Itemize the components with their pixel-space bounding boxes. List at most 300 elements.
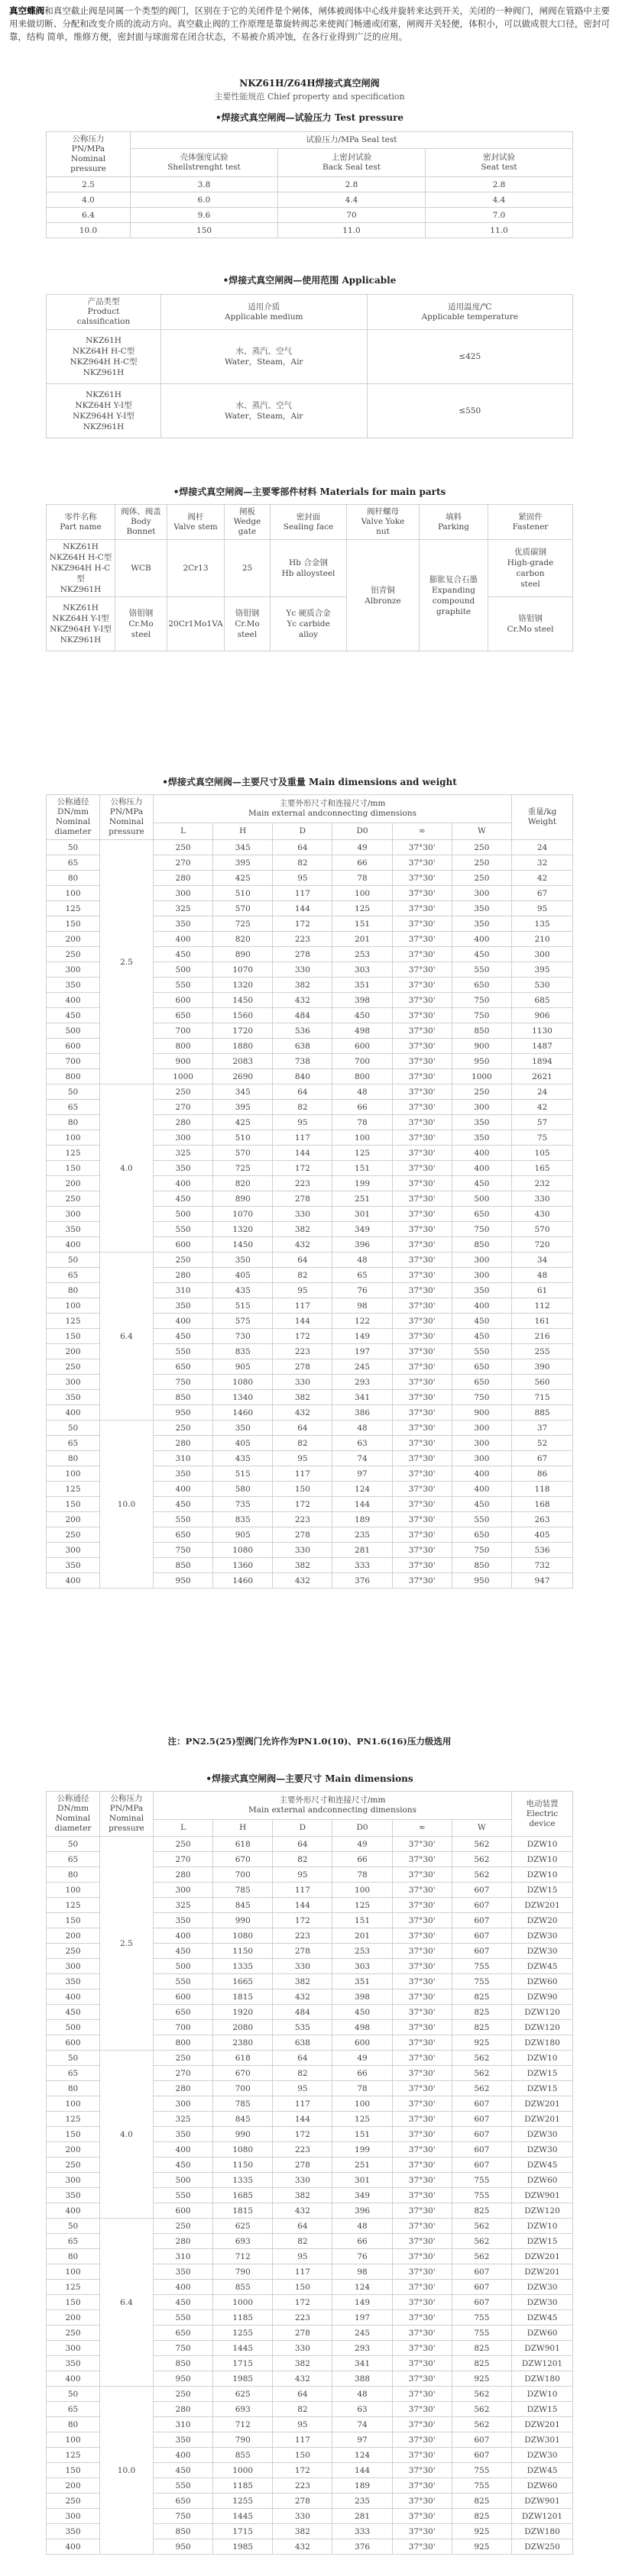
table-cell: 100 xyxy=(332,2096,392,2112)
fastener-hc: 优质碳钢 High-grade carbon steel xyxy=(488,540,573,597)
table-cell: 281 xyxy=(332,2509,392,2524)
table-cell: 270 xyxy=(154,2066,213,2081)
dn-cell: 100 xyxy=(47,1130,100,1146)
table-cell: 37°30' xyxy=(392,1130,452,1146)
dn-cell: 200 xyxy=(47,2142,100,2157)
table-cell: 785 xyxy=(213,1883,273,1898)
stem-yi: 20Cr1Mo1VA xyxy=(167,597,225,651)
dn-cell: 300 xyxy=(47,1543,100,1558)
table-cell: 95 xyxy=(273,1451,332,1466)
table-cell: 432 xyxy=(273,1573,332,1589)
table-cell: 1070 xyxy=(213,1207,273,1222)
table-cell: 32 xyxy=(512,855,573,871)
body-hc: WCB xyxy=(115,540,167,597)
table-cell: 398 xyxy=(332,993,392,1008)
table-cell: 536 xyxy=(273,1023,332,1039)
table-cell: 351 xyxy=(332,1974,392,1989)
table-cell: DZW30 xyxy=(512,2142,573,2157)
table-cell: 550 xyxy=(154,1222,213,1237)
part-hc: NKZ61H NKZ64H H-C型 NKZ964H H-C型 NKZ961H xyxy=(47,540,115,597)
table-cell: 755 xyxy=(452,2310,511,2326)
table-cell: 2.8 xyxy=(426,177,573,192)
table-cell: 1685 xyxy=(213,2188,273,2203)
table-cell: 450 xyxy=(154,947,213,962)
table-cell: 303 xyxy=(332,962,392,978)
table-cell: DZW180 xyxy=(512,2524,573,2539)
table-cell: 1150 xyxy=(213,2157,273,2173)
table-cell: 785 xyxy=(213,2096,273,2112)
table-cell: 37°30' xyxy=(392,2142,452,2157)
table-cell: 618 xyxy=(213,2051,273,2066)
table-cell: 825 xyxy=(452,2494,511,2509)
table-cell: DZW45 xyxy=(512,1959,573,1974)
col-header-fastener: 紧固件 Fastener xyxy=(488,505,573,540)
table-cell: 37°30' xyxy=(392,1283,452,1298)
table-cell: 450 xyxy=(154,2295,213,2310)
table-cell: 885 xyxy=(512,1405,573,1421)
table-cell: 70 xyxy=(278,208,426,223)
section-main-dimensions-heading: •焊接式真空闸阀—主要尺寸 Main dimensions xyxy=(206,1773,413,1784)
dn-cell: 150 xyxy=(47,2127,100,2142)
table-cell: 600 xyxy=(332,1039,392,1054)
table-cell: 37°30' xyxy=(392,2264,452,2280)
table-cell: 48 xyxy=(332,2387,392,2402)
table-cell: 253 xyxy=(332,947,392,962)
table-cell: 37°30' xyxy=(392,1039,452,1054)
table-cell: 37°30' xyxy=(392,2157,452,2173)
table-cell: 223 xyxy=(273,2310,332,2326)
dn-cell: 250 xyxy=(47,2494,100,2509)
table-cell: 396 xyxy=(332,2203,392,2219)
table-cell: 450 xyxy=(452,947,511,962)
table-cell: 650 xyxy=(154,2005,213,2020)
table-cell: 37°30' xyxy=(392,2188,452,2203)
col-header-pn: 公称压力 PN/MPa Nominal pressure xyxy=(100,795,154,840)
dn-cell: 350 xyxy=(47,2524,100,2539)
table-cell: 144 xyxy=(273,901,332,916)
table-cell: DZW15 xyxy=(512,2081,573,2096)
dn-cell: 150 xyxy=(47,2463,100,2478)
table-cell: 700 xyxy=(213,1867,273,1883)
table-cell: 172 xyxy=(273,2295,332,2310)
table-cell: 37°30' xyxy=(392,2448,452,2463)
table-cell: 825 xyxy=(452,2203,511,2219)
table-cell: 37°30' xyxy=(392,2005,452,2020)
table-cell: 37°30' xyxy=(392,1944,452,1959)
table-cell: 37°30' xyxy=(392,855,452,871)
table-cell: 905 xyxy=(213,1359,273,1375)
table-cell: 95 xyxy=(273,2417,332,2432)
table-cell: 310 xyxy=(154,2417,213,2432)
table-cell: 625 xyxy=(213,2387,273,2402)
table-cell: 398 xyxy=(332,1989,392,2005)
dn-cell: 200 xyxy=(47,2478,100,2494)
table-cell: 189 xyxy=(332,1512,392,1527)
table-cell: 255 xyxy=(512,1344,573,1359)
table-cell: 341 xyxy=(332,2356,392,2371)
table-cell: 382 xyxy=(273,2356,332,2371)
table-cell: 2083 xyxy=(213,1054,273,1069)
stem-hc: 2Cr13 xyxy=(167,540,225,597)
table-cell: 405 xyxy=(213,1268,273,1283)
table-cell: 607 xyxy=(452,1928,511,1944)
table-cell: 500 xyxy=(154,1959,213,1974)
table-cell: 172 xyxy=(273,1161,332,1176)
table-cell: 562 xyxy=(452,2417,511,2432)
table-cell: DZW60 xyxy=(512,2173,573,2188)
table-cell: 37°30' xyxy=(392,2417,452,2432)
table-cell: 638 xyxy=(273,2035,332,2051)
table-cell: 950 xyxy=(452,1054,511,1069)
table-cell: 350 xyxy=(154,2264,213,2280)
table-cell: DZW1201 xyxy=(512,2356,573,2371)
table-cell: 607 xyxy=(452,1898,511,1913)
table-cell: 498 xyxy=(332,1023,392,1039)
table-cell: 64 xyxy=(273,1084,332,1100)
table-cell: 400 xyxy=(452,1482,511,1497)
table-cell: 189 xyxy=(332,2478,392,2494)
table-cell: 300 xyxy=(452,1252,511,1268)
table-cell: 117 xyxy=(273,1466,332,1482)
table-cell: 450 xyxy=(452,1176,511,1191)
col-header-pn: 公称压力 PN/MPa Nominal pressure xyxy=(47,132,131,177)
table-cell: 66 xyxy=(332,1852,392,1867)
table-cell: 1920 xyxy=(213,2005,273,2020)
dn-cell: 65 xyxy=(47,1852,100,1867)
dn-cell: 100 xyxy=(47,1883,100,1898)
table-cell: 790 xyxy=(213,2264,273,2280)
table-cell: 607 xyxy=(452,2127,511,2142)
table-cell: 253 xyxy=(332,1944,392,1959)
table-cell: 67 xyxy=(512,1451,573,1466)
col-header-electric: 电动装置 Electric device xyxy=(512,1792,573,1837)
table-cell: 37°30' xyxy=(392,2249,452,2264)
table-cell: 63 xyxy=(332,1436,392,1451)
table-cell: 37°30' xyxy=(392,2051,452,2066)
table-cell: 280 xyxy=(154,1436,213,1451)
table-cell: DZW201 xyxy=(512,2112,573,2127)
table-cell: 64 xyxy=(273,1837,332,1852)
table-cell: 382 xyxy=(273,2524,332,2539)
table-cell: 49 xyxy=(332,2051,392,2066)
table-cell: 223 xyxy=(273,2142,332,2157)
table-cell: 151 xyxy=(332,1913,392,1928)
table-cell: 37°30' xyxy=(392,1436,452,1451)
table-cell: 1445 xyxy=(213,2509,273,2524)
table-cell: 382 xyxy=(273,1974,332,1989)
table-cell: 37°30' xyxy=(392,2387,452,2402)
dn-cell: 200 xyxy=(47,1344,100,1359)
table-cell: 700 xyxy=(154,1023,213,1039)
sealing-hc: Hb 合金钢 Hb alloysteel xyxy=(271,540,347,597)
table-cell: 1880 xyxy=(213,1039,273,1054)
col-header-1: H xyxy=(213,1819,273,1836)
table-cell: 400 xyxy=(154,932,213,947)
table-cell: 37°30' xyxy=(392,1207,452,1222)
dn-cell: 125 xyxy=(47,2448,100,2463)
table-cell: 263 xyxy=(512,1512,573,1527)
dn-cell: 50 xyxy=(47,1421,100,1436)
table-cell: 37°30' xyxy=(392,916,452,932)
table-cell: 76 xyxy=(332,1283,392,1298)
table-cell: 37°30' xyxy=(392,2371,452,2387)
table-cell: 1185 xyxy=(213,2310,273,2326)
table-cell: 37°30' xyxy=(392,2096,452,2112)
table-cell: 37°30' xyxy=(392,840,452,855)
table-cell: 670 xyxy=(213,1852,273,1867)
table-cell: 144 xyxy=(273,1898,332,1913)
dn-cell: 65 xyxy=(47,2402,100,2417)
parking: 膨胀复合石墨 Expanding compound graphite xyxy=(420,540,488,651)
table-cell: 835 xyxy=(213,1344,273,1359)
table-cell: 168 xyxy=(512,1497,573,1512)
table-cell: 330 xyxy=(273,1543,332,1558)
table-cell: 1320 xyxy=(213,1222,273,1237)
dn-cell: 125 xyxy=(47,2112,100,2127)
dn-cell: 125 xyxy=(47,1146,100,1161)
table-cell: 95 xyxy=(273,1115,332,1130)
table-cell: 693 xyxy=(213,2234,273,2249)
yoke-nut: 铝青铜 Albronze xyxy=(347,540,420,651)
table-cell: 172 xyxy=(273,1329,332,1344)
table-cell: 281 xyxy=(332,1543,392,1558)
table-cell: 118 xyxy=(512,1482,573,1497)
table-cell: 37°30' xyxy=(392,2432,452,2448)
table-cell: DZW120 xyxy=(512,2020,573,2035)
table-cell: 400 xyxy=(452,932,511,947)
table-cell: 37°30' xyxy=(392,2310,452,2326)
dn-cell: 350 xyxy=(47,1974,100,1989)
dn-cell: 100 xyxy=(47,1298,100,1314)
table-row xyxy=(47,223,573,238)
col-header-3: D0 xyxy=(332,1819,392,1836)
dn-cell: 350 xyxy=(47,1558,100,1573)
col-header-medium: 适用介质 Applicable medium xyxy=(161,295,368,330)
table-cell: 112 xyxy=(512,1298,573,1314)
table-cell: 738 xyxy=(273,1054,332,1069)
table-cell: 117 xyxy=(273,2096,332,2112)
wedge-hc: 25 xyxy=(225,540,271,597)
table-cell: 251 xyxy=(332,1191,392,1207)
table-cell: 4.4 xyxy=(426,192,573,208)
part-yi: NKZ61H NKZ64H Y-I型 NKZ964H Y-I型 NKZ961H xyxy=(47,597,115,651)
table-cell: 950 xyxy=(154,1573,213,1589)
col-header-4: ∞ xyxy=(392,823,452,839)
dn-cell: 350 xyxy=(47,978,100,993)
table-cell: 37°30' xyxy=(392,1573,452,1589)
table-cell: 37°30' xyxy=(392,2203,452,2219)
applicable-table xyxy=(46,294,573,438)
dn-cell: 80 xyxy=(47,1867,100,1883)
table-cell: 835 xyxy=(213,1512,273,1527)
table-cell: 117 xyxy=(273,1883,332,1898)
table-cell: 37°30' xyxy=(392,2463,452,2478)
table-cell: 350 xyxy=(452,1130,511,1146)
table-cell: 37°30' xyxy=(392,1268,452,1283)
table-cell: 510 xyxy=(213,886,273,901)
dn-cell: 65 xyxy=(47,2066,100,2081)
table-cell: DZW201 xyxy=(512,2417,573,2432)
dn-cell: 250 xyxy=(47,2157,100,2173)
table-row xyxy=(47,2219,573,2234)
table-cell: 550 xyxy=(154,2310,213,2326)
table-cell: 400 xyxy=(452,1161,511,1176)
table-cell: 250 xyxy=(154,1084,213,1100)
table-cell: 278 xyxy=(273,2494,332,2509)
table-cell: 7.0 xyxy=(426,208,573,223)
table-cell: 48 xyxy=(332,2219,392,2234)
table-cell: 37°30' xyxy=(392,1959,452,1974)
table-cell: 124 xyxy=(332,1482,392,1497)
pn-cell: 6.4 xyxy=(100,1252,154,1421)
table-cell: 37°30' xyxy=(392,2234,452,2249)
table-cell: 300 xyxy=(452,1436,511,1451)
table-cell: 395 xyxy=(213,1100,273,1115)
table-cell: 405 xyxy=(213,1436,273,1451)
table-cell: 37°30' xyxy=(392,1069,452,1084)
dn-cell: 125 xyxy=(47,901,100,916)
table-row xyxy=(47,1084,573,1100)
table-cell: 37°30' xyxy=(392,1512,452,1527)
table-cell: 925 xyxy=(452,2371,511,2387)
table-cell: 350 xyxy=(452,1115,511,1130)
table-cell: 65 xyxy=(332,1268,392,1283)
table-cell: 117 xyxy=(273,886,332,901)
dn-cell: 80 xyxy=(47,871,100,886)
table-cell: 341 xyxy=(332,1390,392,1405)
table-cell: 330 xyxy=(273,962,332,978)
table-cell: 122 xyxy=(332,1314,392,1329)
table-cell: 450 xyxy=(154,1497,213,1512)
table-cell: 390 xyxy=(512,1359,573,1375)
table-cell: 37°30' xyxy=(392,1329,452,1344)
table-cell: DZW10 xyxy=(512,1852,573,1867)
table-cell: 1340 xyxy=(213,1390,273,1405)
table-cell: 484 xyxy=(273,1008,332,1023)
table-cell: 890 xyxy=(213,1191,273,1207)
col-header-3: D0 xyxy=(332,823,392,839)
table-cell: 95 xyxy=(273,1283,332,1298)
table-cell: DZW15 xyxy=(512,1883,573,1898)
table-cell: 37°30' xyxy=(392,1974,452,1989)
table-cell: 450 xyxy=(452,1314,511,1329)
table-cell: 350 xyxy=(154,1913,213,1928)
table-cell: 650 xyxy=(452,1359,511,1375)
table-cell: 250 xyxy=(452,855,511,871)
table-cell: 280 xyxy=(154,2402,213,2417)
table-cell: 37°30' xyxy=(392,1222,452,1237)
table-cell: 144 xyxy=(273,2112,332,2127)
table-cell: 37°30' xyxy=(392,1451,452,1466)
table-cell: 500 xyxy=(154,2173,213,2188)
dn-cell: 400 xyxy=(47,993,100,1008)
footnote: 注：PN2.5(25)型阀门允许作为PN1.0(10)、PN1.6(16)压力级选用 xyxy=(167,1736,452,1747)
table-cell: 97 xyxy=(332,2432,392,2448)
table-cell: 74 xyxy=(332,2417,392,2432)
table-cell: DZW30 xyxy=(512,1944,573,1959)
table-cell: 245 xyxy=(332,2326,392,2341)
table-cell: 1715 xyxy=(213,2356,273,2371)
table-cell: 560 xyxy=(512,1375,573,1390)
table-cell: DZW120 xyxy=(512,2005,573,2020)
table-cell: 49 xyxy=(332,1837,392,1852)
table-cell: 2621 xyxy=(512,1069,573,1084)
table-cell: 430 xyxy=(512,1207,573,1222)
dn-cell: 500 xyxy=(47,1023,100,1039)
table-cell: 64 xyxy=(273,2387,332,2402)
table-cell: 625 xyxy=(213,2219,273,2234)
table-cell: 37°30' xyxy=(392,2295,452,2310)
table-cell: 37°30' xyxy=(392,1084,452,1100)
table-cell: 210 xyxy=(512,932,573,947)
table-cell: 95 xyxy=(273,2249,332,2264)
table-cell: 172 xyxy=(273,2127,332,2142)
table-cell: 278 xyxy=(273,947,332,962)
table-cell: DZW15 xyxy=(512,2066,573,2081)
table-cell: 325 xyxy=(154,901,213,916)
table-cell: 293 xyxy=(332,2341,392,2356)
table-cell: 484 xyxy=(273,2005,332,2020)
table-cell: 396 xyxy=(332,1237,392,1252)
table-cell: 100 xyxy=(332,1883,392,1898)
dn-cell: 300 xyxy=(47,1207,100,1222)
dn-cell: 250 xyxy=(47,1191,100,1207)
pn-cell: 6.4 xyxy=(100,2219,154,2387)
table-cell: 350 xyxy=(452,916,511,932)
table-cell: DZW10 xyxy=(512,1867,573,1883)
fastener-yi: 铬钼钢 Cr.Mo steel xyxy=(488,597,573,651)
table-cell: 845 xyxy=(213,1898,273,1913)
table-cell: 2380 xyxy=(213,2035,273,2051)
col-header-shell: 壳体强度试验 Shellstrenght test xyxy=(131,149,278,177)
table-cell: 562 xyxy=(452,2081,511,2096)
table-cell: 37°30' xyxy=(392,993,452,1008)
table-cell: 117 xyxy=(273,1298,332,1314)
table-cell: 300 xyxy=(452,1451,511,1466)
table-cell: 300 xyxy=(452,886,511,901)
table-cell: 144 xyxy=(332,1497,392,1512)
col-header-seat: 密封试验 Seat test xyxy=(426,149,573,177)
table-cell: 906 xyxy=(512,1008,573,1023)
table-cell: 330 xyxy=(273,1959,332,1974)
table-cell: 37°30' xyxy=(392,2280,452,2295)
table-cell: 950 xyxy=(154,2539,213,2555)
table-cell: 82 xyxy=(273,1268,332,1283)
dn-cell: 700 xyxy=(47,1054,100,1069)
table-cell: 37°30' xyxy=(392,1054,452,1069)
table-cell: DZW15 xyxy=(512,2234,573,2249)
dn-cell: 80 xyxy=(47,2249,100,2264)
dn-cell: 150 xyxy=(47,1913,100,1928)
table-cell: 280 xyxy=(154,1268,213,1283)
table-cell: 144 xyxy=(273,1146,332,1161)
table-cell: DZW10 xyxy=(512,2387,573,2402)
table-cell: 550 xyxy=(452,1344,511,1359)
table-cell: 250 xyxy=(154,1421,213,1436)
table-cell: DZW10 xyxy=(512,1837,573,1852)
table-cell: 325 xyxy=(154,1146,213,1161)
table-cell: 712 xyxy=(213,2249,273,2264)
table-cell: 435 xyxy=(213,1283,273,1298)
table-cell: 1450 xyxy=(213,993,273,1008)
table-cell: 300 xyxy=(452,1268,511,1283)
col-header-2: D xyxy=(273,823,332,839)
table-cell: 382 xyxy=(273,1390,332,1405)
table-cell: 350 xyxy=(154,2432,213,2448)
dn-cell: 125 xyxy=(47,1482,100,1497)
table-cell: 607 xyxy=(452,2432,511,2448)
table-cell: 650 xyxy=(452,1207,511,1222)
